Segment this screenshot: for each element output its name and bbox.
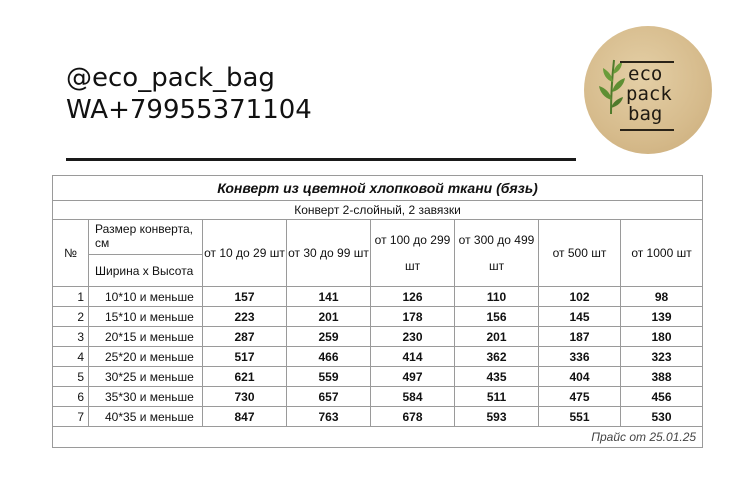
brand-logo [584,26,712,154]
table-row [53,327,703,347]
row-size: 20*15 и меньше [89,327,203,347]
header-size: Размер конверта, см [89,220,203,255]
price-table [52,175,703,448]
row-price: 763 [287,407,371,427]
row-price: 336 [539,347,621,367]
row-price: 187 [539,327,621,347]
row-number: 6 [53,387,89,407]
price-date-footer: Прайс от 25.01.25 [53,427,703,448]
row-price: 847 [203,407,287,427]
row-price: 323 [621,347,703,367]
row-price: 230 [371,327,455,347]
header-price-500: от 500 шт [539,220,621,287]
row-price: 145 [539,307,621,327]
instagram-handle: @eco_pack_bag [66,63,275,93]
row-price: 593 [455,407,539,427]
divider-line [66,158,576,161]
row-price: 98 [621,287,703,307]
table-title: Конверт из цветной хлопковой ткани (бязь) [53,176,703,201]
whatsapp-phone: WA+79955371104 [66,95,312,125]
row-size: 35*30 и меньше [89,387,203,407]
header-price-100-299: от 100 до 299 шт [371,220,455,287]
logo-word-eco: eco [628,63,663,85]
row-price: 497 [371,367,455,387]
row-price: 530 [621,407,703,427]
header-price-10-29: от 10 до 29 шт [203,220,287,287]
row-price: 404 [539,367,621,387]
row-price: 139 [621,307,703,327]
table-body [53,287,703,427]
row-price: 456 [621,387,703,407]
header-number: № [53,220,89,287]
row-price: 414 [371,347,455,367]
row-price: 223 [203,307,287,327]
header-price-30-99: от 30 до 99 шт [287,220,371,287]
row-size: 30*25 и меньше [89,367,203,387]
row-price: 511 [455,387,539,407]
table-row [53,367,703,387]
row-price: 730 [203,387,287,407]
row-price: 466 [287,347,371,367]
row-number: 2 [53,307,89,327]
row-size: 25*20 и меньше [89,347,203,367]
row-price: 178 [371,307,455,327]
header-price-300-499: от 300 до 499 шт [455,220,539,287]
header-size-dimensions: Ширина х Высота [89,255,203,287]
row-price: 126 [371,287,455,307]
row-price: 180 [621,327,703,347]
table-subtitle: Конверт 2-слойный, 2 завязки [53,201,703,220]
row-price: 559 [287,367,371,387]
row-size: 15*10 и меньше [89,307,203,327]
row-price: 156 [455,307,539,327]
row-price: 657 [287,387,371,407]
table-row [53,407,703,427]
row-price: 141 [287,287,371,307]
row-number: 1 [53,287,89,307]
header-price-1000: от 1000 шт [621,220,703,287]
row-number: 7 [53,407,89,427]
row-number: 5 [53,367,89,387]
row-price: 517 [203,347,287,367]
table-row [53,387,703,407]
row-number: 3 [53,327,89,347]
row-price: 584 [371,387,455,407]
row-price: 110 [455,287,539,307]
row-price: 388 [621,367,703,387]
row-price: 435 [455,367,539,387]
row-price: 678 [371,407,455,427]
row-price: 621 [203,367,287,387]
row-price: 362 [455,347,539,367]
logo-word-pack: pack [626,83,672,105]
row-size: 40*35 и меньше [89,407,203,427]
row-price: 551 [539,407,621,427]
row-number: 4 [53,347,89,367]
row-price: 287 [203,327,287,347]
row-price: 259 [287,327,371,347]
table-row [53,347,703,367]
row-price: 475 [539,387,621,407]
row-size: 10*10 и меньше [89,287,203,307]
logo-word-bag: bag [628,103,663,125]
row-price: 201 [455,327,539,347]
row-price: 102 [539,287,621,307]
row-price: 201 [287,307,371,327]
table-row [53,287,703,307]
table-row [53,307,703,327]
row-price: 157 [203,287,287,307]
